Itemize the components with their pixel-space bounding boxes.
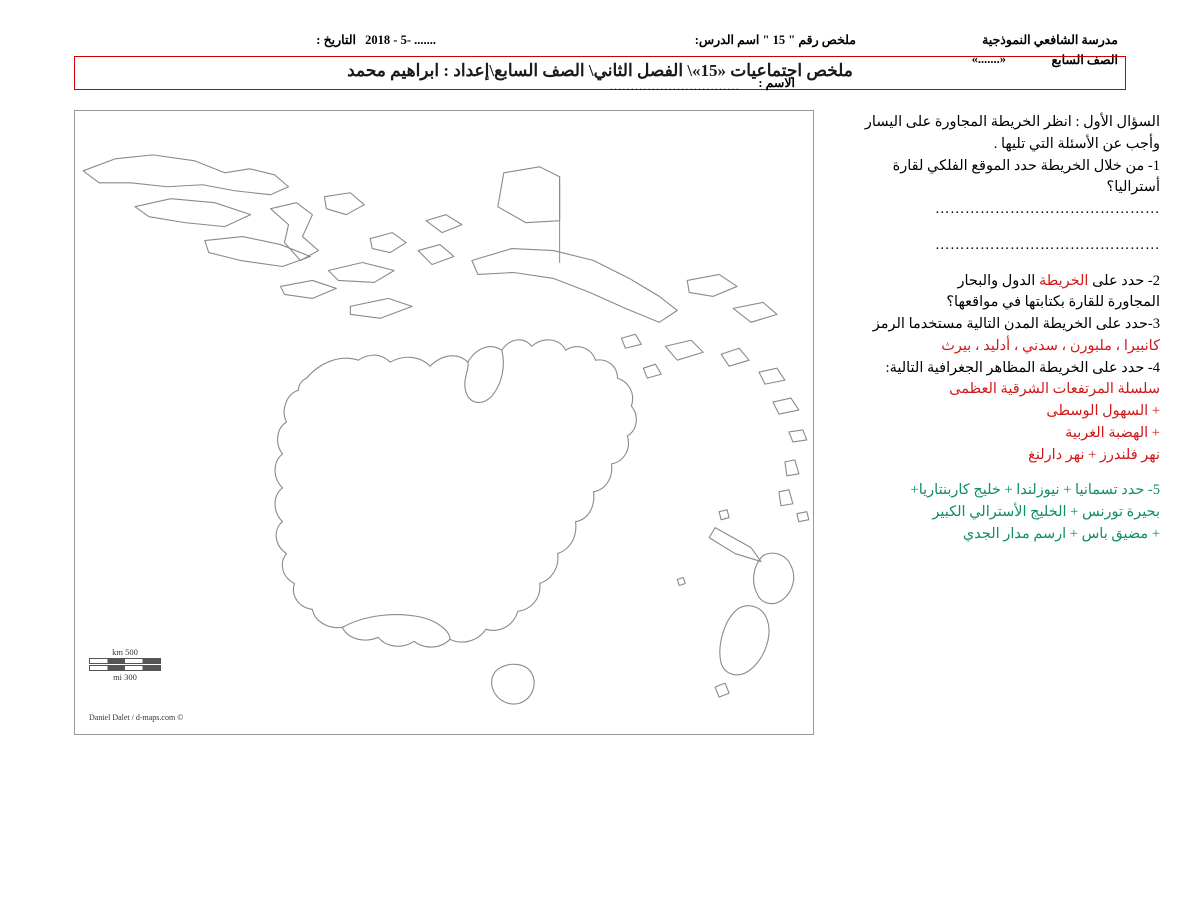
question2-text-2: المجاورة للقارة بكتابتها في مواقعها؟ [946,294,1160,311]
australia-oceania-outline-map [75,111,813,734]
question2-text [860,271,1160,293]
map-panel [74,110,814,735]
question2-part2: الدول والبحار [957,272,1036,289]
scale-bar-km [89,658,161,664]
questions-column [860,112,1160,546]
question4-item-1: سلسلة المرتفعات الشرقية العظمى [949,381,1160,398]
banner-title: ملخص اجتماعيات «15»\ الفصل الثاني\ الصف السابع\إعداد : ابراهيم محمد [347,61,853,80]
lesson-value: ملخص رقم " 15 " [762,33,856,47]
question4-text: 4- حدد على الخريطة المظاهر الجغرافية التالية: [885,359,1160,376]
grade-label: الصف السابع [1051,53,1118,67]
student-name-blank: ............................... [609,79,740,93]
scale-bar-mi [89,665,161,671]
question4-item-2: + السهول الوسطى [1046,403,1160,419]
student-name-label: الاسم : [758,76,795,90]
lesson-title [689,32,856,48]
title-banner [74,56,1126,93]
question3-text: 3-حدد على الخريطة المدن التالية مستخدما الرمز [872,316,1160,332]
scale-mi-label: 300 mi [113,672,137,682]
question2-part1: 2- حدد على [1092,272,1160,289]
question1-intro-1: السؤال الأول : انظر الخريطة المجاورة على اليسار [864,114,1160,130]
scale-km-label: 500 km [112,647,138,657]
date-value: ....... -5 - 2018 [365,33,436,47]
grade-blank: «.......» [971,52,1006,66]
header-row-top [74,28,1126,67]
spacer-3 [860,466,1160,480]
question3-cities: كانبيرا ، ملبورن ، سدني ، أدليد ، بيرث [941,337,1160,354]
question4-item-4: نهر فلندرز + نهر دارلنغ [1028,446,1160,463]
question4-item-3: + الهضبة الغربية [1065,424,1160,441]
question5-line-1: 5- حدد تسمانيا + نيوزلندا + خليج كاربنتاريا+ [910,482,1160,499]
school-name: مدرسة الشافعي النموذجية [982,33,1118,47]
answer-blank-1[interactable]: ……………………………………… [935,201,1160,217]
question5-line-2: بحيرة تورنس + الخليج الأسترالي الكبير [932,504,1160,520]
answer-blank-2[interactable]: ……………………………………… [935,236,1160,253]
question1-text: 1- من خلال الخريطة حدد الموقع الفلكي لقارة أستراليا؟ [892,157,1160,196]
spacer-2 [860,257,1160,271]
question5-line-3: + مضيق باس + ارسم مدار الجدي [962,525,1160,542]
spacer-1 [860,221,1160,235]
question2-highlight: الخريطة [1038,272,1089,289]
map-credit: © Daniel Dalet / d-maps.com [89,713,184,722]
lesson-label: اسم الدرس: [694,33,760,47]
map-scale-bar [89,647,161,682]
question1-intro-2: وأجب عن الأسئلة التي تليها . [993,135,1160,152]
date-label: التاريخ : [316,33,357,47]
date-field [316,32,436,48]
